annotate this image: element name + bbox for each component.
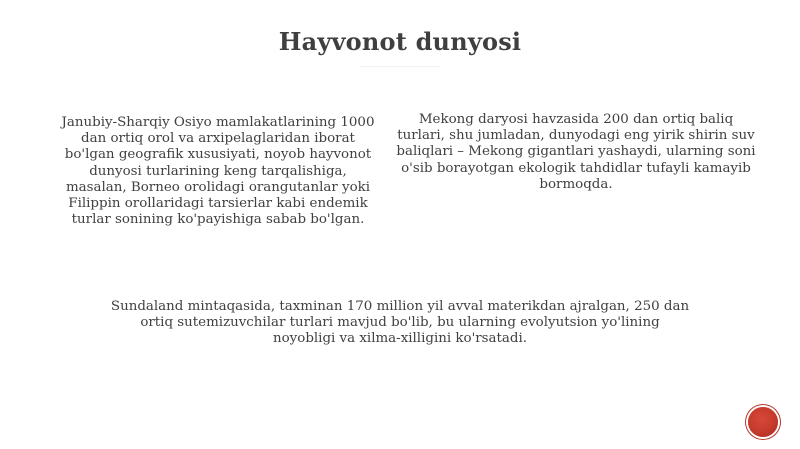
title-divider — [360, 66, 440, 67]
paragraph-mekong: Mekong daryosi havzasida 200 dan ortiq baliq turlari, shu jumladan, dunyodagi eng yirik shirin suv baliqlari – Mekong gigantlari yashaydi, ularning soni o'sib borayotgan ekologik tahdidlar tufayli kamayib bormoqda. — [396, 112, 756, 192]
paragraph-sundaland: Sundaland mintaqasida, taxminan 170 million yil avval materikdan ajralgan, 250 dan ortiq sutemizuvchilar turlari mavjud bo'lib, bu ularning evolyutsion yo'lining noyobligi va xilma-xilligini ko'rsatadi. — [110, 299, 690, 347]
next-slide-button[interactable] — [748, 407, 778, 437]
paragraph-archipelago: Janubiy-Sharqiy Osiyo mamlakatlarining 1000 dan ortiq orol va arxipelaglaridan iborat bo'lgan geografik xususiyati, noyob hayvonot dunyosi turlarining keng tarqalishiga, masalan, Borneo orolidagi orangutanlar yoki Filippin orollaridagi tarsierlar kabi endemik turlar sonining ko'payishiga sabab bo'lgan. — [61, 115, 375, 228]
slide-title: Hayvonot dunyosi — [278, 27, 522, 56]
